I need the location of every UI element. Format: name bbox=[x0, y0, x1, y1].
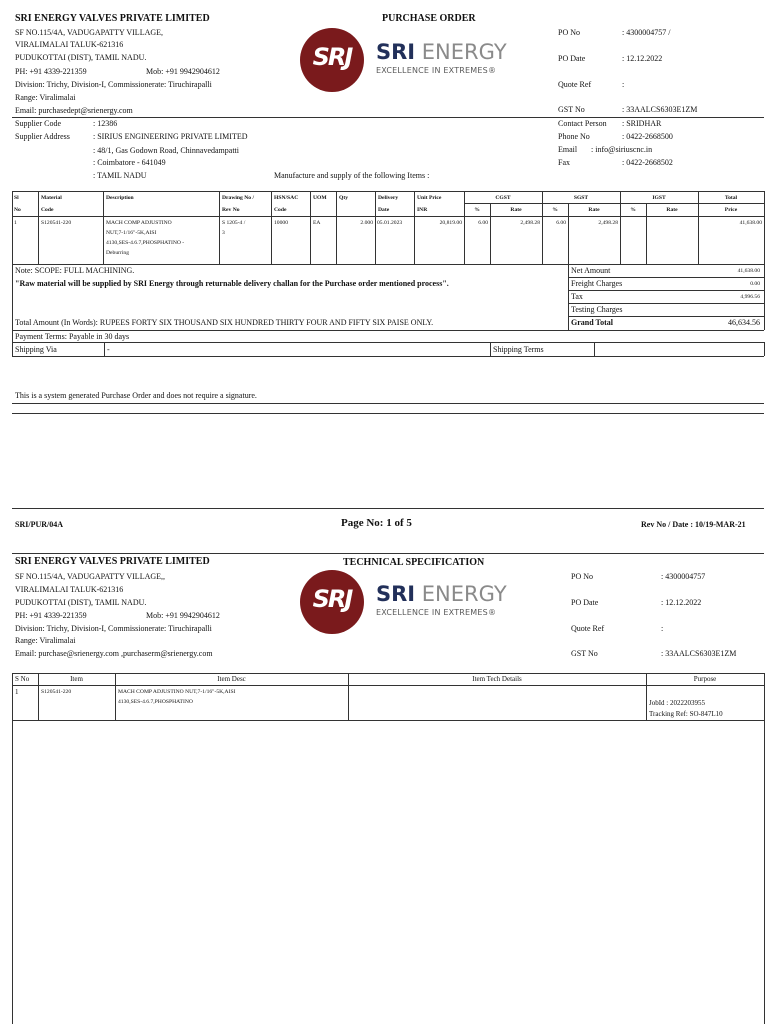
col-drawing-2: Rev No bbox=[222, 207, 240, 213]
cell-delivery: 05.01.2023 bbox=[377, 220, 403, 226]
po-no-value: : 4300004757 / bbox=[622, 28, 671, 37]
col-unit-price: Unit Price bbox=[417, 195, 442, 201]
contact-email-value: : info@siriuscnc.in bbox=[591, 145, 653, 154]
company-mobile: Mob: +91 9942904612 bbox=[146, 67, 220, 76]
col-delivery: Delivery bbox=[378, 195, 399, 201]
company-division-p2: Division: Trichy, Division-I, Commissionerate: Tiruchirapalli bbox=[15, 624, 212, 633]
net-amount-value: 41,638.00 bbox=[737, 268, 760, 274]
col-sgst-rate: Rate bbox=[588, 207, 600, 213]
quote-ref-label: Quote Ref bbox=[558, 80, 592, 89]
contact-fax-label: Fax bbox=[558, 158, 570, 167]
quote-ref-value-p2: : bbox=[661, 624, 664, 633]
col-material: Material bbox=[41, 195, 62, 201]
quote-ref-label-p2: Quote Ref bbox=[571, 624, 605, 633]
shipping-via-value: - bbox=[107, 345, 110, 354]
col-sl-2: No bbox=[14, 207, 21, 213]
cell-job-id: JobId : 2022203955 bbox=[649, 699, 705, 707]
col-item: Item bbox=[70, 675, 83, 683]
cell-sl: 1 bbox=[14, 220, 17, 226]
supplier-address-label: Supplier Address bbox=[15, 132, 70, 141]
col-cgst-pct: % bbox=[474, 207, 480, 213]
col-sgst: SGST bbox=[573, 195, 589, 201]
page-number: Page No: 1 of 5 bbox=[341, 517, 412, 529]
freight-charges-value: 0.00 bbox=[750, 281, 760, 287]
logo-monogram: SRJ bbox=[312, 43, 352, 71]
cell-item: S120541-220 bbox=[41, 689, 72, 695]
col-hsn: HSN/SAC bbox=[274, 195, 299, 201]
shipping-terms-label: Shipping Terms bbox=[493, 345, 544, 354]
grand-total-value: 46,634.56 bbox=[728, 318, 760, 327]
po-date-label-p2: PO Date bbox=[571, 598, 599, 607]
logo-wordmark: SRI ENERGY bbox=[376, 40, 507, 64]
raw-material-note: "Raw material will be supplied by SRI Energy through returnable delivery challan for the Purchase order mentioned process". bbox=[15, 279, 449, 288]
freight-charges-label: Freight Charges bbox=[571, 279, 623, 288]
cell-unit-price: 20,819.00 bbox=[439, 220, 462, 226]
company-range: Range: Viralimalai bbox=[15, 93, 76, 102]
system-generated-note: This is a system generated Purchase Order and does not require a signature. bbox=[15, 391, 257, 400]
po-date-value: : 12.12.2022 bbox=[622, 54, 663, 63]
col-purpose: Purpose bbox=[693, 675, 717, 683]
gst-no-label: GST No bbox=[558, 105, 585, 114]
company-phone-p2: PH: +91 4339-221359 bbox=[15, 611, 87, 620]
col-uom: UOM bbox=[313, 195, 327, 201]
cell-item-desc-1: MACH COMP ADJUSTINO NUT,7-1/16"-5K,AISI bbox=[118, 689, 236, 695]
col-igst: IGST bbox=[652, 195, 666, 201]
col-item-desc: Item Desc bbox=[217, 675, 246, 683]
col-igst-pct: % bbox=[630, 207, 636, 213]
company-address-line2-p2: VIRALIMALAI TALUK-621316 bbox=[15, 585, 124, 594]
col-total: Total bbox=[724, 195, 738, 201]
company-name: SRI ENERGY VALVES PRIVATE LIMITED bbox=[15, 13, 210, 24]
logo-tagline: EXCELLENCE IN EXTREMES® bbox=[376, 608, 497, 617]
col-description: Description bbox=[106, 195, 134, 201]
contact-phone-value: : 0422-2668500 bbox=[622, 132, 673, 141]
company-address-line1: SF NO.115/4A, VADUGAPATTY VILLAGE, bbox=[15, 28, 164, 37]
cell-cgst-pct: 6.00 bbox=[478, 220, 488, 226]
contact-person-value: : SRIDHAR bbox=[622, 119, 662, 128]
logo-tagline: EXCELLENCE IN EXTREMES® bbox=[376, 66, 497, 75]
logo-monogram: SRJ bbox=[312, 585, 352, 613]
gst-no-value: : 33AALCS6303E1ZM bbox=[622, 105, 698, 114]
cell-total: 41,638.00 bbox=[739, 220, 762, 226]
col-igst-rate: Rate bbox=[666, 207, 678, 213]
cell-sgst-pct: 6.00 bbox=[556, 220, 566, 226]
cell-uom: EA bbox=[313, 220, 321, 226]
manufacture-note: Manufacture and supply of the following Items : bbox=[274, 171, 430, 180]
company-email-p2: Email: purchase@srienergy.com ,purchaserm@srienergy.com bbox=[15, 649, 213, 658]
col-sno: S No bbox=[15, 675, 30, 683]
quote-ref-value: : bbox=[622, 80, 625, 89]
cell-qty: 2.000 bbox=[360, 220, 373, 226]
po-no-label-p2: PO No bbox=[571, 572, 594, 581]
col-delivery-2: Date bbox=[378, 207, 390, 213]
cell-drawing-2: 3 bbox=[222, 230, 225, 236]
cell-tracking-ref: Tracking Ref: SO-847L10 bbox=[649, 710, 723, 718]
payment-terms: Payment Terms: Payable in 30 days bbox=[15, 332, 130, 341]
company-address-line1-p2: SF NO.115/4A, VADUGAPATTY VILLAGE,, bbox=[15, 572, 166, 581]
col-drawing: Drawing No / bbox=[222, 195, 255, 201]
cell-description-2: NUT,7-1/16"-5K,AISI bbox=[106, 230, 157, 236]
tax-value: 4,996.56 bbox=[740, 294, 760, 300]
scope-note: Note: SCOPE: FULL MACHINING. bbox=[15, 266, 135, 275]
col-material-2: Code bbox=[41, 207, 54, 213]
form-number: SRI/PUR/04A bbox=[15, 520, 64, 529]
po-no-value-p2: : 4300004757 bbox=[661, 572, 706, 581]
cell-cgst-rate: 2,498.28 bbox=[520, 220, 540, 226]
col-cgst: CGST bbox=[495, 195, 511, 201]
document-title: PURCHASE ORDER bbox=[382, 13, 476, 24]
logo-wordmark: SRI ENERGY bbox=[376, 582, 507, 606]
contact-fax-value: : 0422-2668502 bbox=[622, 158, 673, 167]
testing-charges-label: Testing Charges bbox=[571, 305, 623, 314]
cell-description-1: MACH COMP ADJUSTINO bbox=[106, 220, 172, 226]
revision-info: Rev No / Date : 10/19-MAR-21 bbox=[641, 520, 746, 529]
contact-phone-label: Phone No bbox=[558, 132, 590, 141]
col-qty: Qty bbox=[339, 195, 349, 201]
amount-in-words: Total Amount (In Words): RUPEES FORTY SIX THOUSAND SIX HUNDRED THIRTY FOUR AND FIFTY SIX PAISE ONLY. bbox=[15, 318, 434, 327]
company-range-p2: Range: Viralimalai bbox=[15, 636, 76, 645]
tax-label: Tax bbox=[571, 292, 583, 301]
company-division: Division: Trichy, Division-I, Commissionerate: Tiruchirapalli bbox=[15, 80, 212, 89]
col-item-tech-details: Item Tech Details bbox=[472, 675, 522, 683]
cell-drawing: S 1205-4 / bbox=[222, 220, 246, 226]
company-phone: PH: +91 4339-221359 bbox=[15, 67, 87, 76]
cell-sgst-rate: 2,498.28 bbox=[598, 220, 618, 226]
supplier-address-line2: : 48/1, Gas Godown Road, Chinnavedampatti bbox=[93, 146, 239, 155]
cell-description-3: 4130,SES-4.6.7,PHOSPHATINO - bbox=[106, 240, 185, 246]
po-date-label: PO Date bbox=[558, 54, 586, 63]
net-amount-label: Net Amount bbox=[571, 266, 611, 275]
company-logo-p2 bbox=[300, 570, 530, 634]
gst-no-label-p2: GST No bbox=[571, 649, 598, 658]
col-sl: Sl bbox=[14, 195, 19, 201]
cell-material: S120541-220 bbox=[41, 220, 72, 226]
company-email: Email: purchasedept@srienergy.com bbox=[15, 106, 133, 115]
grand-total-label: Grand Total bbox=[571, 318, 614, 327]
company-name-p2: SRI ENERGY VALVES PRIVATE LIMITED bbox=[15, 556, 210, 567]
shipping-via-label: Shipping Via bbox=[15, 345, 57, 354]
contact-email-label: Email bbox=[558, 145, 578, 154]
supplier-address-line4: : TAMIL NADU bbox=[93, 171, 147, 180]
supplier-code-value: : 12386 bbox=[93, 119, 118, 128]
cell-hsn: 10000 bbox=[274, 220, 288, 226]
col-sgst-pct: % bbox=[552, 207, 558, 213]
col-unit-price-2: INR bbox=[417, 207, 428, 213]
cell-sno: 1 bbox=[15, 688, 19, 696]
supplier-address-line1: : SIRIUS ENGINEERING PRIVATE LIMITED bbox=[93, 132, 248, 141]
supplier-address-line3: : Coimbatore - 641049 bbox=[93, 158, 166, 167]
po-date-value-p2: : 12.12.2022 bbox=[661, 598, 702, 607]
contact-person-label: Contact Person bbox=[558, 119, 607, 128]
company-address-line3-p2: PUDUKOTTAI (DIST), TAMIL NADU. bbox=[15, 598, 147, 607]
company-address-line3: PUDUKOTTAI (DIST), TAMIL NADU. bbox=[15, 53, 147, 62]
gst-no-value-p2: : 33AALCS6303E1ZM bbox=[661, 649, 737, 658]
cell-description-4: Deburring bbox=[106, 250, 129, 256]
cell-item-desc-2: 4130,SES-4.6.7,PHOSPHATINO bbox=[118, 699, 193, 705]
po-no-label: PO No bbox=[558, 28, 581, 37]
supplier-code-label: Supplier Code bbox=[15, 119, 61, 128]
col-hsn-2: Code bbox=[274, 207, 287, 213]
company-mobile-p2: Mob: +91 9942904612 bbox=[146, 611, 220, 620]
col-total-2: Price bbox=[724, 207, 738, 213]
col-cgst-rate: Rate bbox=[510, 207, 522, 213]
company-address-line2: VIRALIMALAI TALUK-621316 bbox=[15, 40, 124, 49]
company-logo bbox=[300, 28, 530, 92]
document-title-p2: TECHNICAL SPECIFICATION bbox=[343, 557, 485, 568]
